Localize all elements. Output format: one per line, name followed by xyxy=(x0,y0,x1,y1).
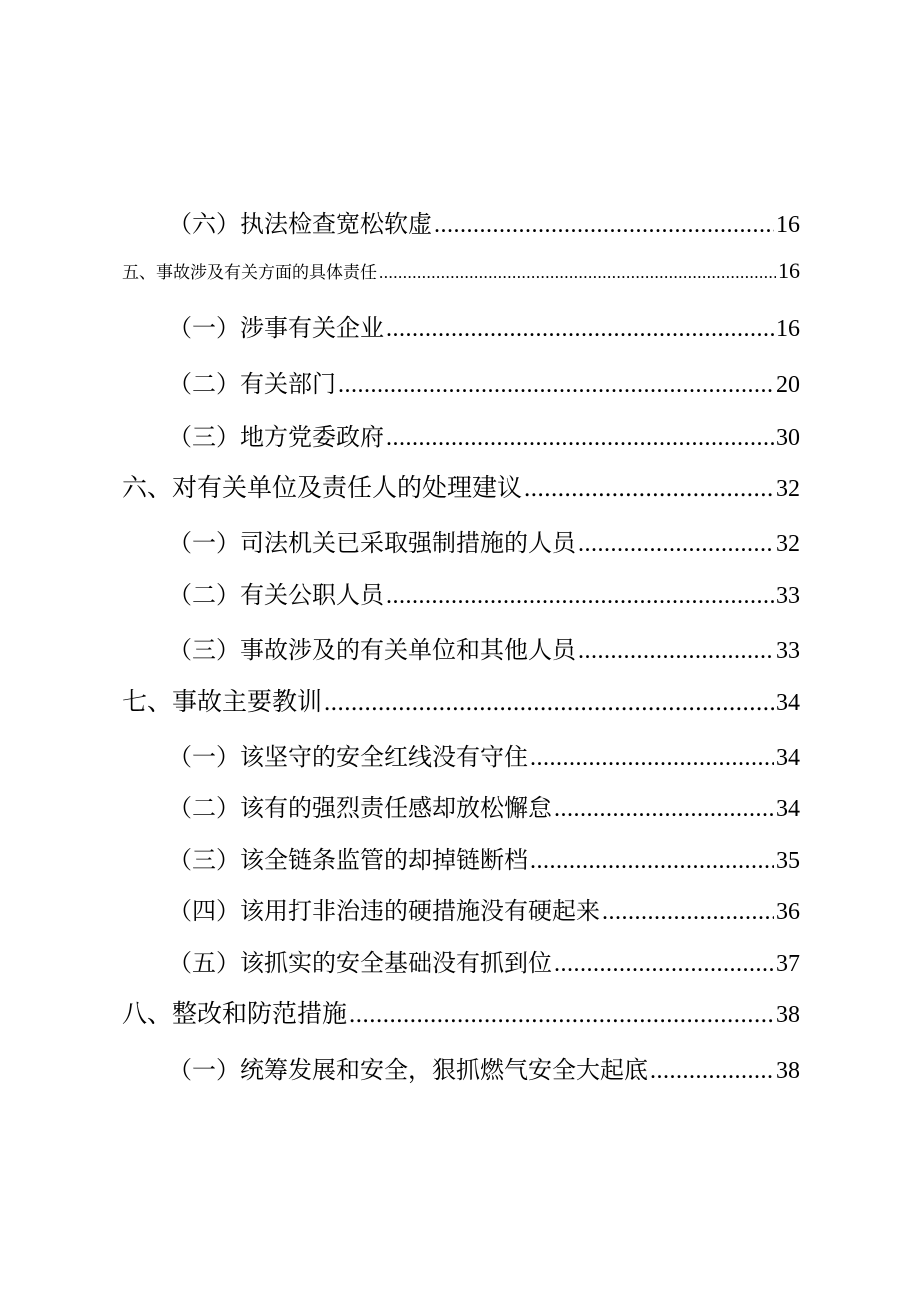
toc-entry[interactable] xyxy=(168,840,800,875)
toc-entry-label: （六）执法检查宽松软虚 xyxy=(168,210,432,238)
toc-entry-label: （二）有关公职人员 xyxy=(168,581,384,609)
toc-page-number: 33 xyxy=(776,583,800,609)
toc-entry[interactable] xyxy=(168,737,800,772)
toc-page-number: 36 xyxy=(776,899,800,925)
toc-page-number: 38 xyxy=(776,1002,800,1028)
toc-entry-label: 八、整改和防范措施 xyxy=(122,999,348,1028)
toc-entry-label: （五）该抓实的安全基础没有抓到位 xyxy=(168,949,552,977)
toc-page-number: 16 xyxy=(776,212,800,238)
dot-leader xyxy=(554,951,774,978)
toc-entry-label: （三）地方党委政府 xyxy=(168,423,384,451)
toc-entry-label: 七、事故主要教训 xyxy=(122,687,323,716)
toc-page-number: 38 xyxy=(776,1058,800,1084)
toc-entry-label: 五、事故涉及有关方面的具体责任 xyxy=(122,263,377,283)
dot-leader xyxy=(554,796,774,823)
toc-page-number: 16 xyxy=(778,258,800,283)
toc-page-number: 16 xyxy=(776,316,800,342)
toc-page-number: 30 xyxy=(776,425,800,451)
dot-leader xyxy=(386,316,774,343)
toc-page-number: 37 xyxy=(776,951,800,977)
dot-leader xyxy=(578,638,774,665)
toc-entry[interactable] xyxy=(168,308,800,343)
toc-entry[interactable] xyxy=(122,258,800,284)
dot-leader xyxy=(530,745,774,772)
toc-page-number: 32 xyxy=(776,476,800,502)
toc-entry-label: （二）该有的强烈责任感却放松懈怠 xyxy=(168,794,552,822)
toc-entry[interactable] xyxy=(168,417,800,452)
toc-page-number: 20 xyxy=(776,372,800,398)
toc-entry-label: （一）统筹发展和安全，狠抓燃气安全大起底 xyxy=(168,1056,648,1084)
toc-entry[interactable] xyxy=(122,994,800,1030)
toc-page-number: 35 xyxy=(776,848,800,874)
toc-entry[interactable] xyxy=(168,891,800,926)
dot-leader xyxy=(338,372,774,399)
toc-entry-label: （一）涉事有关企业 xyxy=(168,314,384,342)
toc-entry[interactable] xyxy=(168,788,800,823)
toc-page-number: 32 xyxy=(776,531,800,557)
toc-entry-label: （三）事故涉及的有关单位和其他人员 xyxy=(168,636,576,664)
toc-entry-label: 六、对有关单位及责任人的处理建议 xyxy=(122,473,523,502)
toc-entry[interactable] xyxy=(168,630,800,665)
dot-leader xyxy=(349,1001,774,1029)
toc-entry-label: （四）该用打非治违的硬措施没有硬起来 xyxy=(168,897,600,925)
toc-entry[interactable] xyxy=(122,682,800,718)
dot-leader xyxy=(650,1058,774,1085)
dot-leader xyxy=(602,899,774,926)
toc-entry[interactable] xyxy=(168,364,800,399)
toc-entry[interactable] xyxy=(168,523,800,558)
dot-leader xyxy=(578,531,774,558)
dot-leader xyxy=(324,689,774,717)
toc-entry[interactable] xyxy=(122,468,800,504)
dot-leader xyxy=(530,848,774,875)
dot-leader xyxy=(379,263,776,283)
toc-page-number: 34 xyxy=(776,796,800,822)
dot-leader xyxy=(434,212,774,239)
toc-entry-label: （三）该全链条监管的却掉链断档 xyxy=(168,846,528,874)
toc-entry-label: （一）该坚守的安全红线没有守住 xyxy=(168,743,528,771)
toc-page-number: 34 xyxy=(776,745,800,771)
dot-leader xyxy=(386,425,774,452)
toc-entry-label: （二）有关部门 xyxy=(168,370,336,398)
dot-leader xyxy=(524,475,774,503)
toc-entry[interactable] xyxy=(168,1050,800,1085)
toc-entry[interactable] xyxy=(168,943,800,978)
toc-entry-label: （一）司法机关已采取强制措施的人员 xyxy=(168,529,576,557)
toc-page-number: 33 xyxy=(776,638,800,664)
toc-entry[interactable] xyxy=(168,204,800,239)
dot-leader xyxy=(386,583,774,610)
toc-page-number: 34 xyxy=(776,690,800,716)
toc-entry[interactable] xyxy=(168,575,800,610)
